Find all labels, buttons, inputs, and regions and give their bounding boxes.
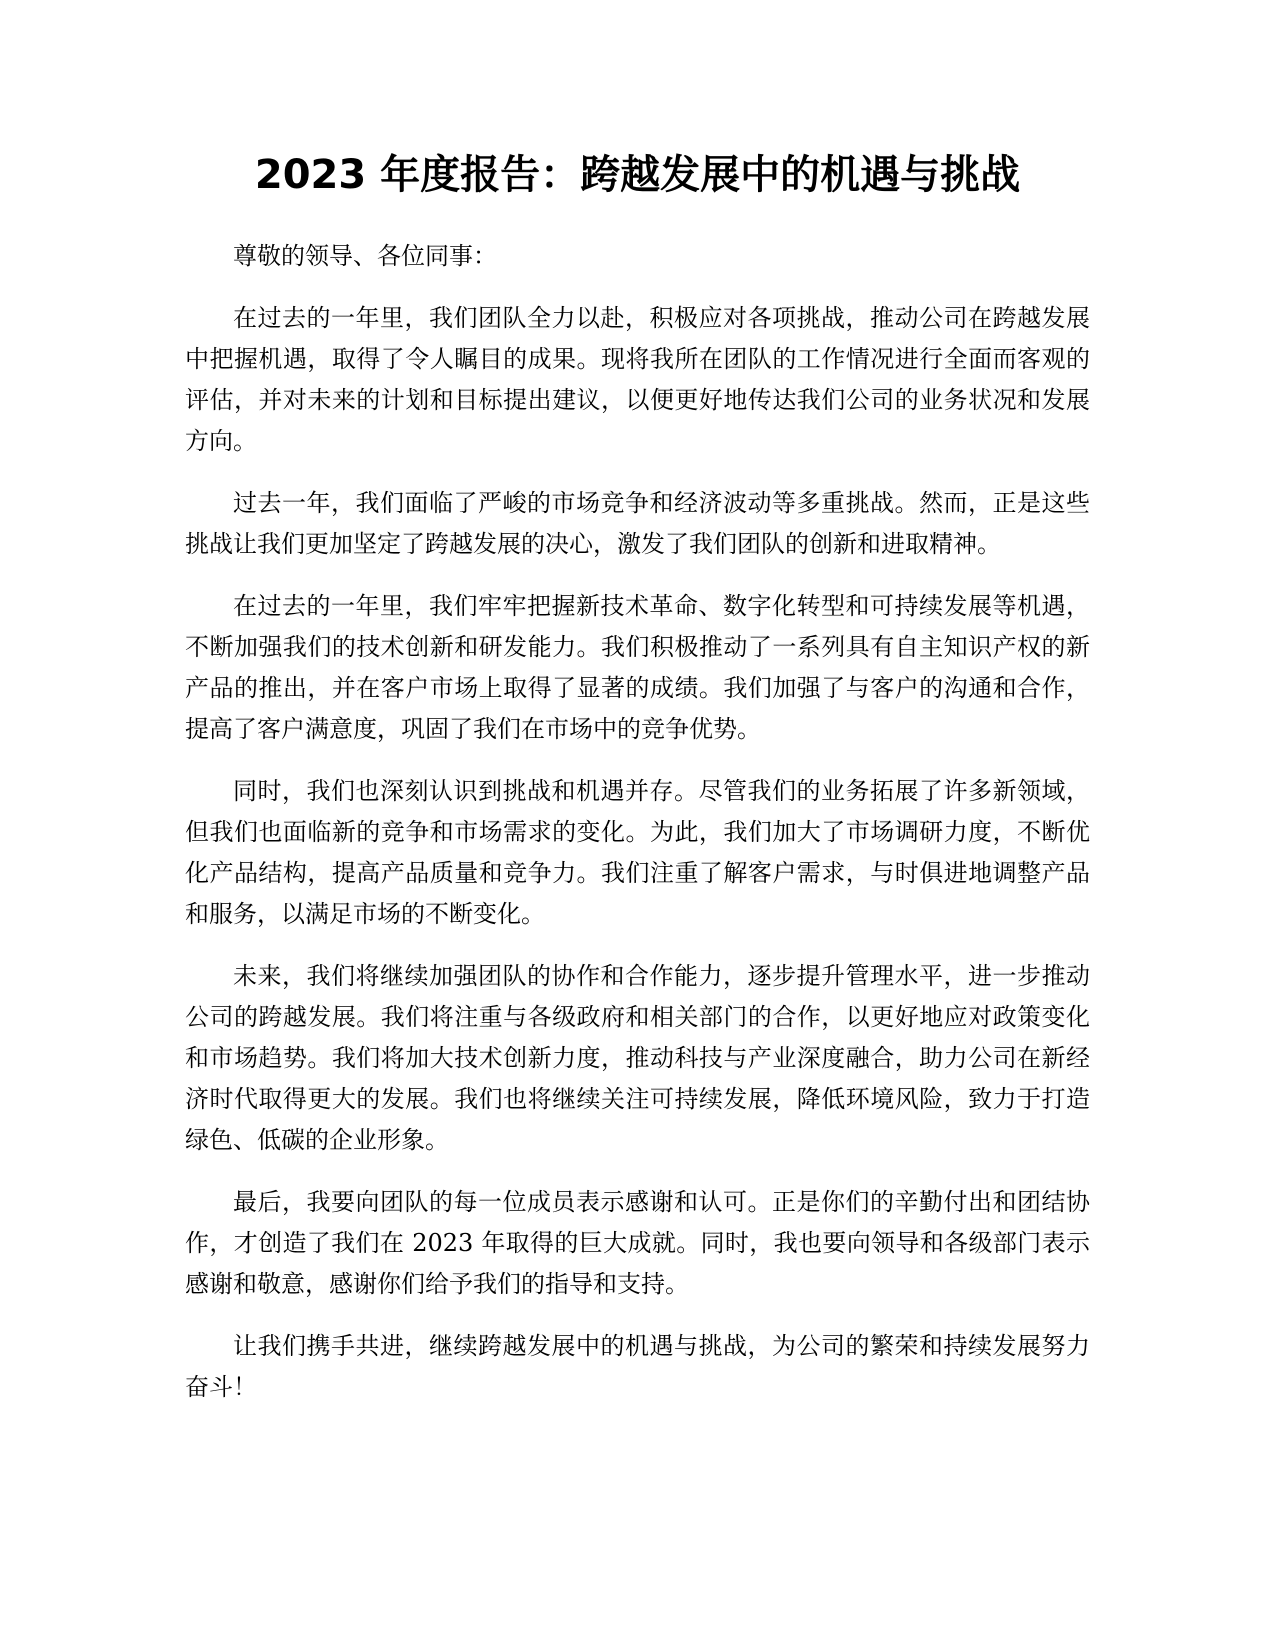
body-paragraph: 在过去的一年里，我们牢牢把握新技术革命、数字化转型和可持续发展等机遇，不断加强我们的技术创新和研发能力。我们积极推动了一系列具有自主知识产权的新产品的推出，并在客户市场上取得了显著的成绩。我们加强了与客户的沟通和合作，提高了客户满意度，巩固了我们在市场中的竞争优势。 [185, 592, 1090, 743]
body-paragraph: 未来，我们将继续加强团队的协作和合作能力，逐步提升管理水平，进一步推动公司的跨越发展。我们将注重与各级政府和相关部门的合作，以更好地应对政策变化和市场趋势。我们将加大技术创新力度，推动科技与产业深度融合，助力公司在新经济时代取得更大的发展。我们也将继续关注可持续发展，降低环境风险，致力于打造绿色、低碳的企业形象。 [185, 962, 1090, 1154]
body-paragraph: 同时，我们也深刻认识到挑战和机遇并存。尽管我们的业务拓展了许多新领域，但我们也面临新的竞争和市场需求的变化。为此，我们加大了市场调研力度，不断优化产品结构，提高产品质量和竞争力。我们注重了解客户需求，与时俱进地调整产品和服务，以满足市场的不断变化。 [185, 777, 1090, 928]
body-paragraph: 最后，我要向团队的每一位成员表示感谢和认可。正是你们的辛勤付出和团结协作，才创造了我们在 2023 年取得的巨大成就。同时，我也要向领导和各级部门表示感谢和敬意，感谢你们给予我们的指导和支持。 [185, 1188, 1090, 1298]
salutation-paragraph: 尊敬的领导、各位同事： [233, 242, 497, 270]
body-paragraph: 过去一年，我们面临了严峻的市场竞争和经济波动等多重挑战。然而，正是这些挑战让我们更加坚定了跨越发展的决心，激发了我们团队的创新和进取精神。 [185, 489, 1090, 558]
document-title: 2023 年度报告：跨越发展中的机遇与挑战 [254, 152, 1021, 198]
body-paragraph: 在过去的一年里，我们团队全力以赴，积极应对各项挑战，推动公司在跨越发展中把握机遇，取得了令人瞩目的成果。现将我所在团队的工作情况进行全面而客观的评估，并对未来的计划和目标提出建议，以便更好地传达我们公司的业务状况和发展方向。 [185, 304, 1090, 455]
document-body [185, 236, 1090, 1429]
closing-paragraph: 让我们携手共进，继续跨越发展中的机遇与挑战，为公司的繁荣和持续发展努力奋斗！ [185, 1332, 1090, 1401]
